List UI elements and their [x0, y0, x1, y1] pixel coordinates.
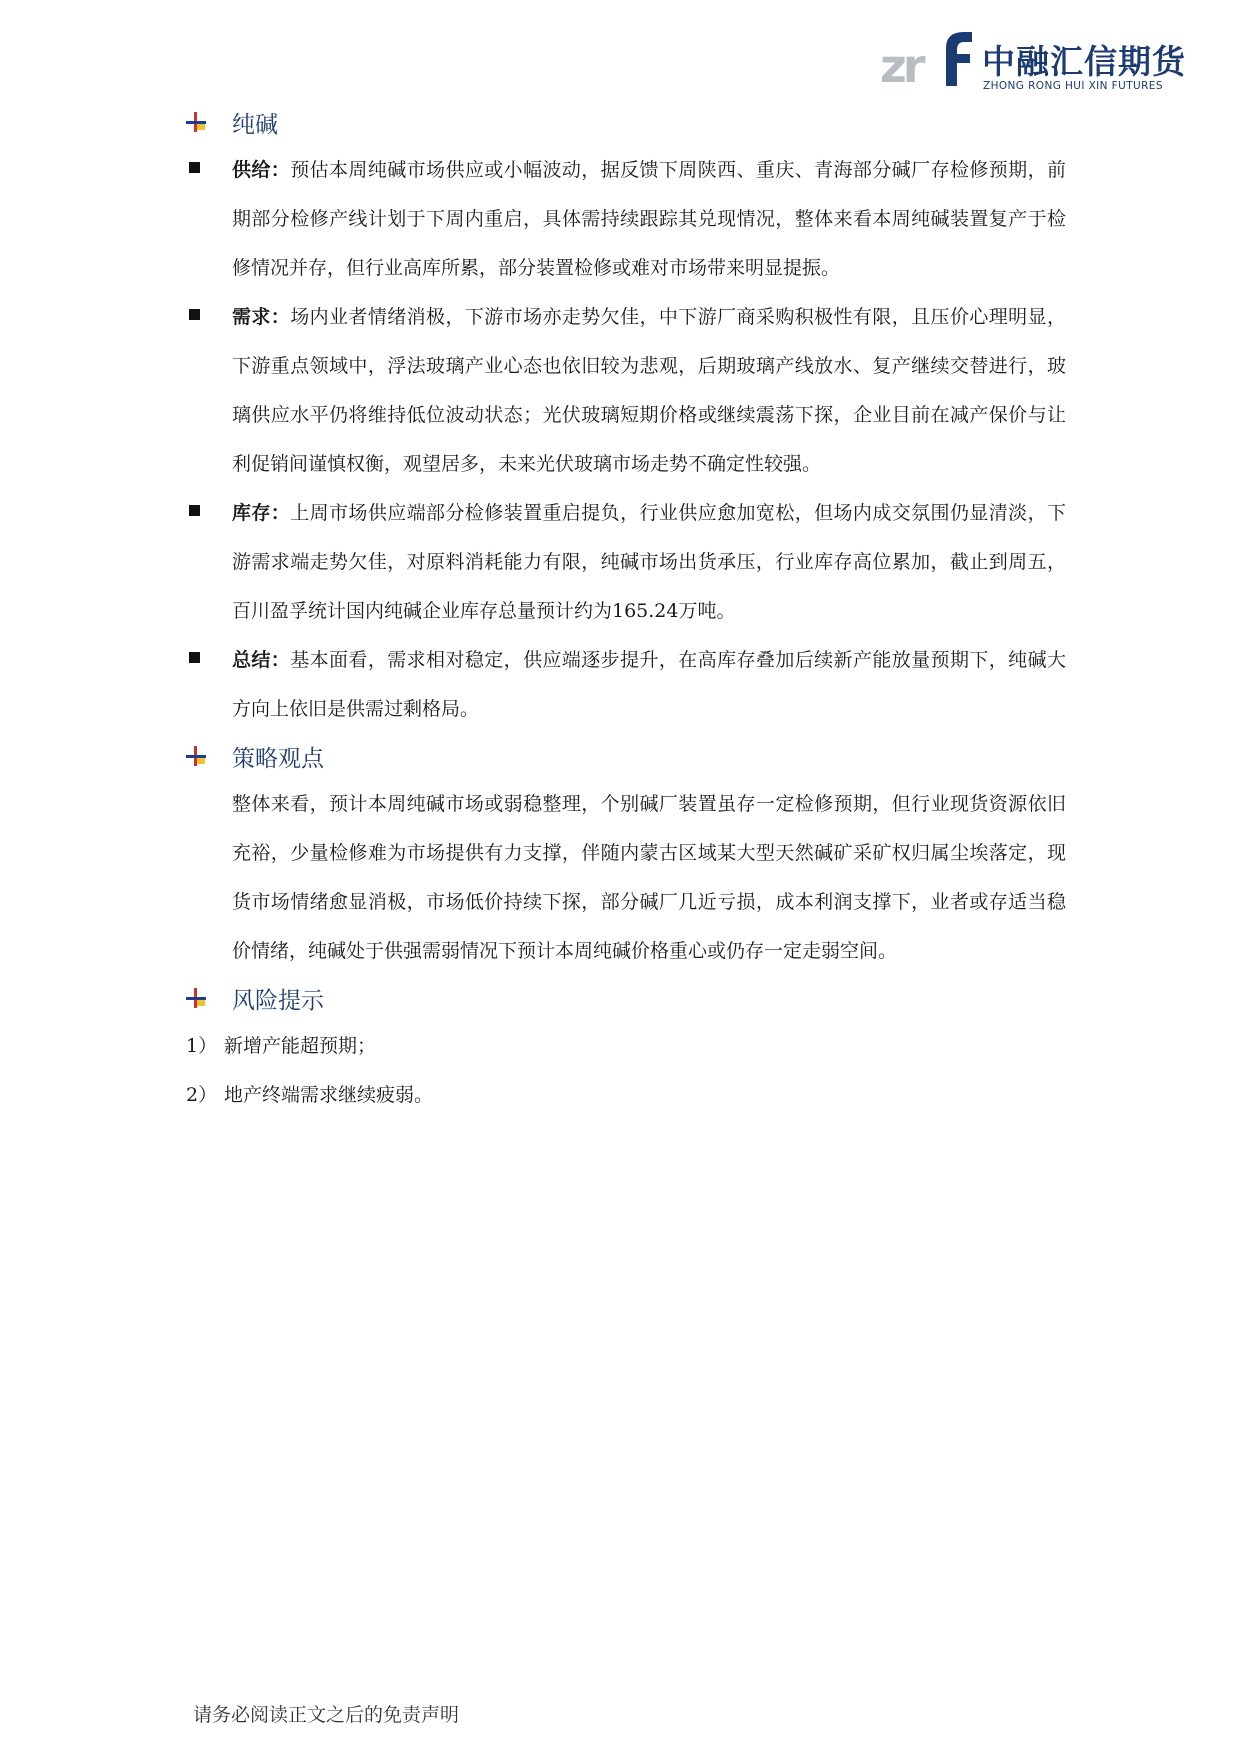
svg-text:zr: zr	[880, 39, 922, 88]
company-logo	[880, 28, 1186, 94]
bullet-item-summary	[186, 636, 1066, 734]
section-marker-icon	[186, 746, 206, 766]
bullet-paragraph	[232, 146, 1066, 293]
bullet-item-demand	[186, 293, 1066, 489]
disclaimer-footer: 请务必阅读正文之后的免责声明	[193, 1704, 460, 1726]
section-marker-icon	[186, 988, 206, 1008]
bullet-paragraph	[232, 489, 1066, 636]
section-heading-risk	[186, 976, 1066, 1022]
section-heading-soda	[186, 100, 1066, 146]
risk-item	[186, 1022, 1066, 1071]
logo-english-name: ZHONG RONG HUI XIN FUTURES	[983, 80, 1163, 92]
section-title: 策略观点	[232, 746, 324, 772]
square-bullet-icon	[189, 309, 200, 320]
risk-text: 地产终端需求继续疲弱。	[224, 1084, 434, 1106]
risk-number: 1）	[186, 1035, 218, 1057]
risk-number: 2）	[186, 1084, 218, 1106]
bullet-text: 场内业者情绪消极，下游市场亦走势欠佳，中下游厂商采购积极性有限，且压价心理明显，下游重点领域中，浮法玻璃产业心态也依旧较为悲观，后期玻璃产线放水、复产继续交替进行，玻璃供应水平仍将维持低位波动状态；光伏玻璃短期价格或继续震荡下探，企业目前在减产保价与让利促销间谨慎权衡，观望居多，未来光伏玻璃市场走势不确定性较强。	[232, 306, 1066, 475]
square-bullet-icon	[189, 652, 200, 663]
bullet-text: 预估本周纯碱市场供应或小幅波动，据反馈下周陕西、重庆、青海部分碱厂存检修预期，前期部分检修产线计划于下周内重启，具体需持续跟踪其兑现情况，整体来看本周纯碱装置复产于检修情况并存，但行业高库所累，部分装置检修或难对市场带来明显提振。	[232, 159, 1066, 279]
section-marker-icon	[186, 112, 206, 132]
report-body	[186, 100, 1066, 1120]
bullet-text: 基本面看，需求相对稳定，供应端逐步提升，在高库存叠加后续新产能放量预期下，纯碱大方向上依旧是供需过剩格局。	[232, 649, 1066, 720]
risk-text: 新增产能超预期；	[224, 1035, 377, 1057]
bullet-label: 需求：	[232, 306, 291, 328]
square-bullet-icon	[189, 505, 200, 516]
section-heading-strategy	[186, 734, 1066, 780]
section-title: 风险提示	[232, 988, 324, 1014]
square-bullet-icon	[189, 162, 200, 173]
bullet-item-supply	[186, 146, 1066, 293]
bullet-label: 总结：	[232, 649, 291, 671]
bullet-label: 供给：	[232, 159, 291, 181]
bullet-text: 上周市场供应端部分检修装置重启提负，行业供应愈加宽松，但场内成交氛围仍显清淡，下游需求端走势欠佳，对原料消耗能力有限，纯碱市场出货承压，行业库存高位累加，截止到周五，百川盈孚统计国内纯碱企业库存总量预计约为165.24万吨。	[232, 502, 1066, 622]
section-title: 纯碱	[232, 112, 278, 138]
logo-chinese-name: 中融汇信期货	[982, 42, 1186, 81]
bullet-paragraph	[232, 293, 1066, 489]
risk-item	[186, 1071, 1066, 1120]
zrf-logo-icon	[880, 28, 976, 88]
bullet-paragraph	[232, 636, 1066, 734]
strategy-paragraph: 整体来看，预计本周纯碱市场或弱稳整理，个别碱厂装置虽存一定检修预期，但行业现货资源依旧充裕，少量检修难为市场提供有力支撑，伴随内蒙古区域某大型天然碱矿采矿权归属尘埃落定，现货市场情绪愈显消极，市场低价持续下探，部分碱厂几近亏损，成本利润支撑下，业者或存适当稳价情绪，纯碱处于供强需弱情况下预计本周纯碱价格重心或仍存一定走弱空间。	[232, 793, 1066, 962]
bullet-item-inventory	[186, 489, 1066, 636]
bullet-label: 库存：	[232, 502, 291, 524]
